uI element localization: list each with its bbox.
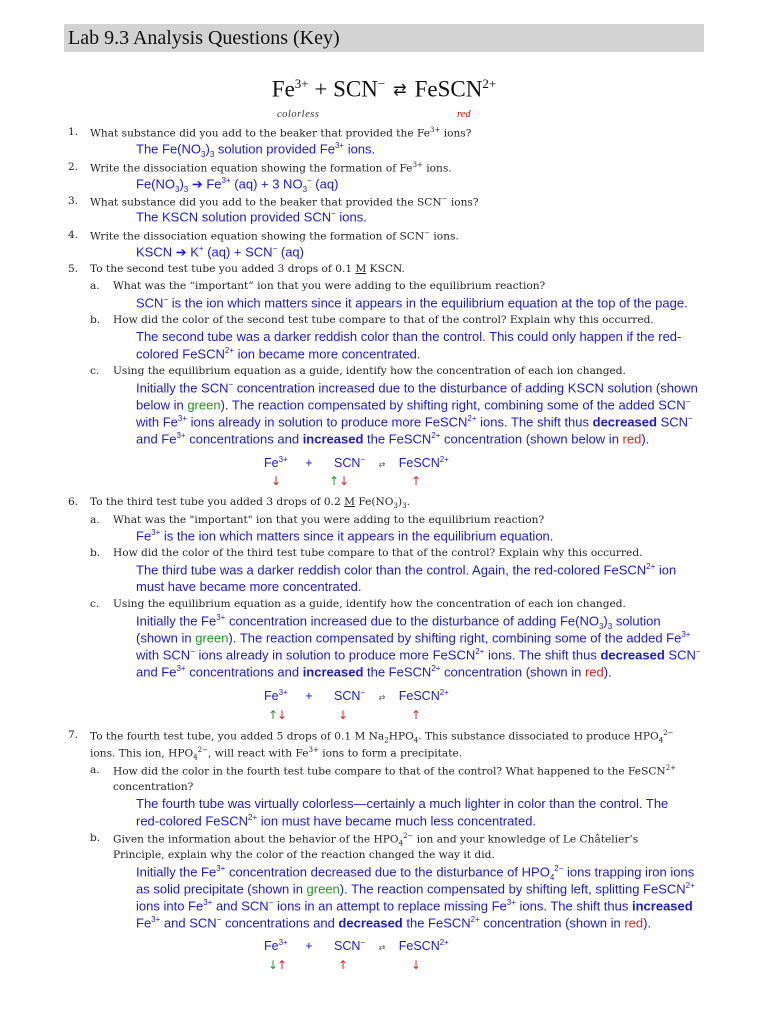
q6-number: 6. [68,496,79,508]
q7b-answer-line1: Initially the $Fe^{3+}$ concentration decreased due to the disturbance of $HPO_4^{2-}$ ions trapping iron ions [136,864,695,882]
q7a-text-line2: concentration? [113,781,194,793]
q3-number: 3. [68,195,79,207]
label-colorless: colorless [277,109,320,120]
q6-product-up-arrow-icon: ↑ [411,708,422,722]
q5c-answer-line2: below in green). The reaction compensated by shifting right, combining some of the added SCN− [136,397,691,413]
q7-fe-up-arrow-icon: ↑ [277,958,288,972]
eq-scn-charge: − [377,76,386,91]
q6a-label: a. [90,514,100,526]
eq-fe: Fe [271,76,295,102]
q6c-label: c. [90,598,100,610]
q6b-label: b. [90,547,101,559]
q2-number: 2. [68,161,79,173]
q7-fe-down-arrow-icon: ↓ [268,958,279,972]
page-title: Lab 9.3 Analysis Questions (Key) [68,27,340,49]
q5a-text: What was the “important” ion that you were adding to the equilibrium reaction? [113,280,546,292]
q7a-answer-line2: red-colored FeSCN$^{2+}$ ion must have became much less concentrated. [136,813,537,829]
q6-fe-down-arrow-icon: ↓ [277,708,288,722]
eq-fe-charge: 3+ [294,76,309,91]
eq-product-charge: 2+ [482,76,497,91]
q7b-text-line1: Given the information about the behavior of the $HPO_4^{2-}$ ion and your knowledge of Le Châtelier’s [113,832,639,848]
equilibrium-arrow-icon: ⇄ [393,81,407,99]
q7-text-line1: To the fourth test tube, you added 5 drops of 0.1 M $Na_2HPO_4$. This substance dissociated to produce $HPO_4^{2-}$ [90,729,674,745]
q7-scn-up-arrow-icon: ↑ [338,958,349,972]
label-red: red [457,109,471,120]
q2-answer: $Fe(NO_3)_3$ ➔ $Fe^{3+}$ (aq) + 3 $NO_3^-$ (aq) [136,176,339,194]
q7-number: 7. [68,729,79,741]
q5c-answer-line1: Initially the SCN− concentration increased due to the disturbance of adding KSCN solution (shown [136,380,698,396]
q5-mini-equation: $Fe^{3+} + SCN^-$ ⇄ FeSCN$^{2+}$ [264,455,449,471]
q2-text: Write the dissociation equation showing the formation of $Fe^{3+}$ ions. [90,161,452,175]
q5b-label: b. [90,314,101,326]
q6b-answer-line1: The third tube was a darker reddish color than the control. Again, the red-colored FeSCN$^{2+}$ ion [136,562,677,578]
q6a-answer: $Fe^{3+}$ is the ion which matters since it appears in the equilibrium equation. [136,528,554,544]
q5-product-up-arrow-icon: ↑ [411,474,422,488]
q3-answer: The KSCN solution provided SCN− ions. [136,209,367,225]
q1-text: What substance did you add to the beaker that provided the $Fe^{3+}$ ions? [90,126,472,140]
q6c-answer-line2: (shown in green). The reaction compensated by shifting right, combining some of the added $Fe^{3+}$ [136,630,691,646]
q7a-text-line1: How did the color in the fourth test tube compare to that of the control? What happened to the FeSCN$^{2+}$ [113,764,677,778]
q7a-label: a. [90,764,100,776]
q3-text: What substance did you add to the beaker that provided the SCN− ions? [90,195,479,209]
main-equation [0,76,768,103]
q6c-answer-line3: with SCN− ions already in solution to produce more FeSCN$^{2+}$ ions. The shift thus decreased SCN− [136,647,701,663]
q7-product-down-arrow-icon: ↓ [411,958,422,972]
q5b-answer-line1: The second tube was a darker reddish color than the control. This could only happen if the red- [136,329,682,344]
eq-product: FeSCN [414,76,483,102]
q6-scn-down-arrow-icon: ↓ [338,708,349,722]
q6c-answer-line4: and $Fe^{3+}$ concentrations and increased the FeSCN$^{2+}$ concentration (shown in red). [136,664,612,680]
q5-text: To the second test tube you added 3 drops of 0.1 M KSCN. [90,263,405,275]
q5a-answer: SCN− is the ion which matters since it appears in the equilibrium equation at the top of the page. [136,295,688,311]
q5c-text: Using the equilibrium equation as a guide, identify how the concentration of each ion changed. [113,365,626,377]
q4-answer: KSCN ➔ K+ (aq) + SCN− (aq) [136,244,304,260]
q5a-label: a. [90,280,100,292]
q7b-text-line2: Principle, explain why the color of the reaction changed the way it did. [113,849,495,861]
eq-scn: + SCN [308,76,378,102]
q6b-answer-line2: must have became more concentrated. [136,579,362,594]
title-bar [64,24,704,52]
q5b-answer-line2: colored FeSCN$^{2+}$ ion became more concentrated. [136,346,421,362]
q5-scn-up-arrow-icon: ↑ [329,474,340,488]
q6c-answer-line1: Initially the $Fe^{3+}$ concentration increased due to the disturbance of adding $Fe(NO_3)_3$ solution [136,613,661,631]
q5c-answer-line3: with $Fe^{3+}$ ions already in solution to produce more FeSCN$^{2+}$ ions. The shift thus decreased SCN− [136,414,693,430]
q5b-text: How did the color of the second test tube compare to that of the control? Explain why this occurred. [113,314,654,326]
q6b-text: How did the color of the third test tube compare to that of the control? Explain why this occurred. [113,547,643,559]
q6a-text: What was the "important" ion that you were adding to the equilibrium reaction? [113,514,545,526]
q7b-answer-line2: as solid precipitate (shown in green). The reaction compensated by shifting left, splitting FeSCN$^{2+}$ [136,881,695,897]
q5-fe-down-arrow-icon: ↓ [271,474,282,488]
q7a-answer-line1: The fourth tube was virtually colorless—certainly a much lighter in color than the control. The [136,796,669,811]
q7b-answer-line4: $Fe^{3+}$ and SCN− concentrations and decreased the FeSCN$^{2+}$ concentration (shown in red). [136,915,652,931]
q6-fe-up-arrow-icon: ↑ [268,708,279,722]
q1-number: 1. [68,126,79,138]
q5c-label: c. [90,365,100,377]
q6-mini-equation: $Fe^{3+} + SCN^-$ ⇄ FeSCN$^{2+}$ [264,688,449,704]
q7b-label: b. [90,832,101,844]
q4-number: 4. [68,229,79,241]
q7b-answer-line3: ions into $Fe^{3+}$ and SCN− ions in an attempt to replace missing $Fe^{3+}$ ions. The shift thus increased [136,898,693,914]
q7-mini-equation: $Fe^{3+} + SCN^-$ ⇄ FeSCN$^{2+}$ [264,938,449,954]
q4-text: Write the dissociation equation showing the formation of SCN− ions. [90,229,459,243]
q5-number: 5. [68,263,79,275]
q1-answer: The $Fe(NO_3)_3$ solution provided $Fe^{3+}$ ions. [136,141,376,159]
q6-text: To the third test tube you added 3 drops of 0.2 M $Fe(NO_3)_3$. [90,496,410,511]
q5-scn-down-arrow-icon: ↓ [339,474,350,488]
q6c-text: Using the equilibrium equation as a guide, identify how the concentration of each ion changed. [113,598,626,610]
q7-text-line2: ions. This ion, $HPO_4^{2-}$, will react with $Fe^{3+}$ ions to form a precipitate. [90,746,463,762]
q5c-answer-line4: and $Fe^{3+}$ concentrations and increased the FeSCN$^{2+}$ concentration (shown below in red). [136,431,650,447]
